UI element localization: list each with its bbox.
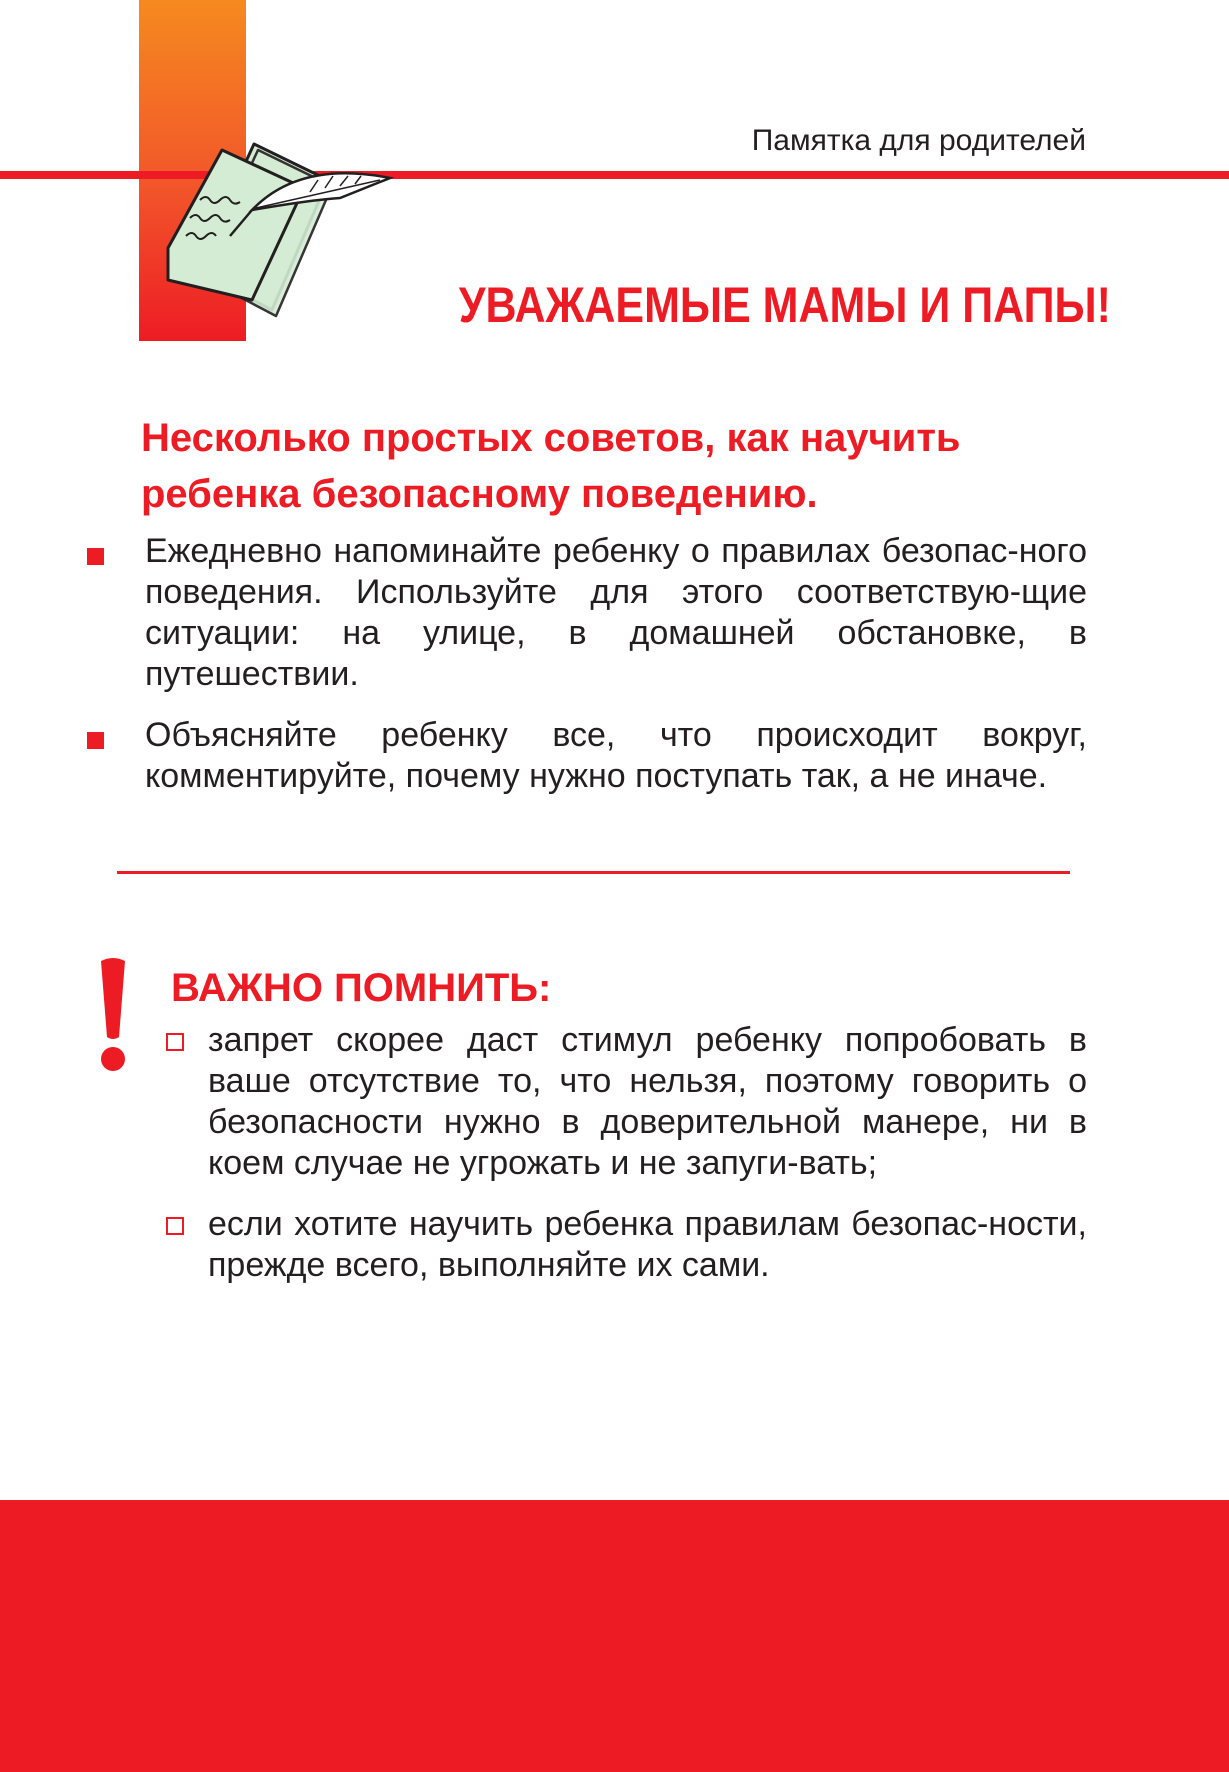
note-text: если хотите научить ребенка правилам безопас-ности, прежде всего, выполняйте их сами.	[208, 1205, 1087, 1284]
tip-text: Объясняйте ребенку все, что происходит вокруг, комментируйте, почему нужно поступать так, а не иначе.	[145, 716, 1087, 795]
list-item	[0, 1204, 1229, 1286]
subtitle: Несколько простых советов, как научить ребенка безопасному поведению.	[141, 416, 961, 516]
notepad-with-quill-icon	[160, 140, 400, 320]
tips-list	[0, 531, 1229, 817]
empty-checkbox-icon	[166, 1033, 184, 1051]
section-divider	[117, 871, 1070, 874]
footer-band	[0, 1500, 1229, 1772]
list-item	[0, 531, 1229, 695]
list-item	[0, 1020, 1229, 1184]
square-bullet-icon	[87, 548, 104, 565]
empty-checkbox-icon	[166, 1217, 184, 1235]
brochure-label: Памятка для родителей	[751, 124, 1086, 157]
important-list	[0, 1020, 1229, 1306]
main-title: УВАЖАЕМЫЕ МАМЫ И ПАПЫ!	[458, 277, 1111, 333]
square-bullet-icon	[87, 732, 104, 749]
important-heading: ВАЖНО ПОМНИТЬ:	[171, 966, 552, 1010]
list-item	[0, 715, 1229, 797]
tip-text: Ежедневно напоминайте ребенку о правилах безопас-ного поведения. Используйте для этого соответствую-щие ситуации: на улице, в домашней обстановке, в путешествии.	[145, 532, 1087, 693]
note-text: запрет скорее даст стимул ребенку попробовать в ваше отсутствие то, что нельзя, поэтому говорить о безопасности нужно в доверительной манере, ни в коем случае не угрожать и не запуги-вать;	[208, 1021, 1087, 1182]
